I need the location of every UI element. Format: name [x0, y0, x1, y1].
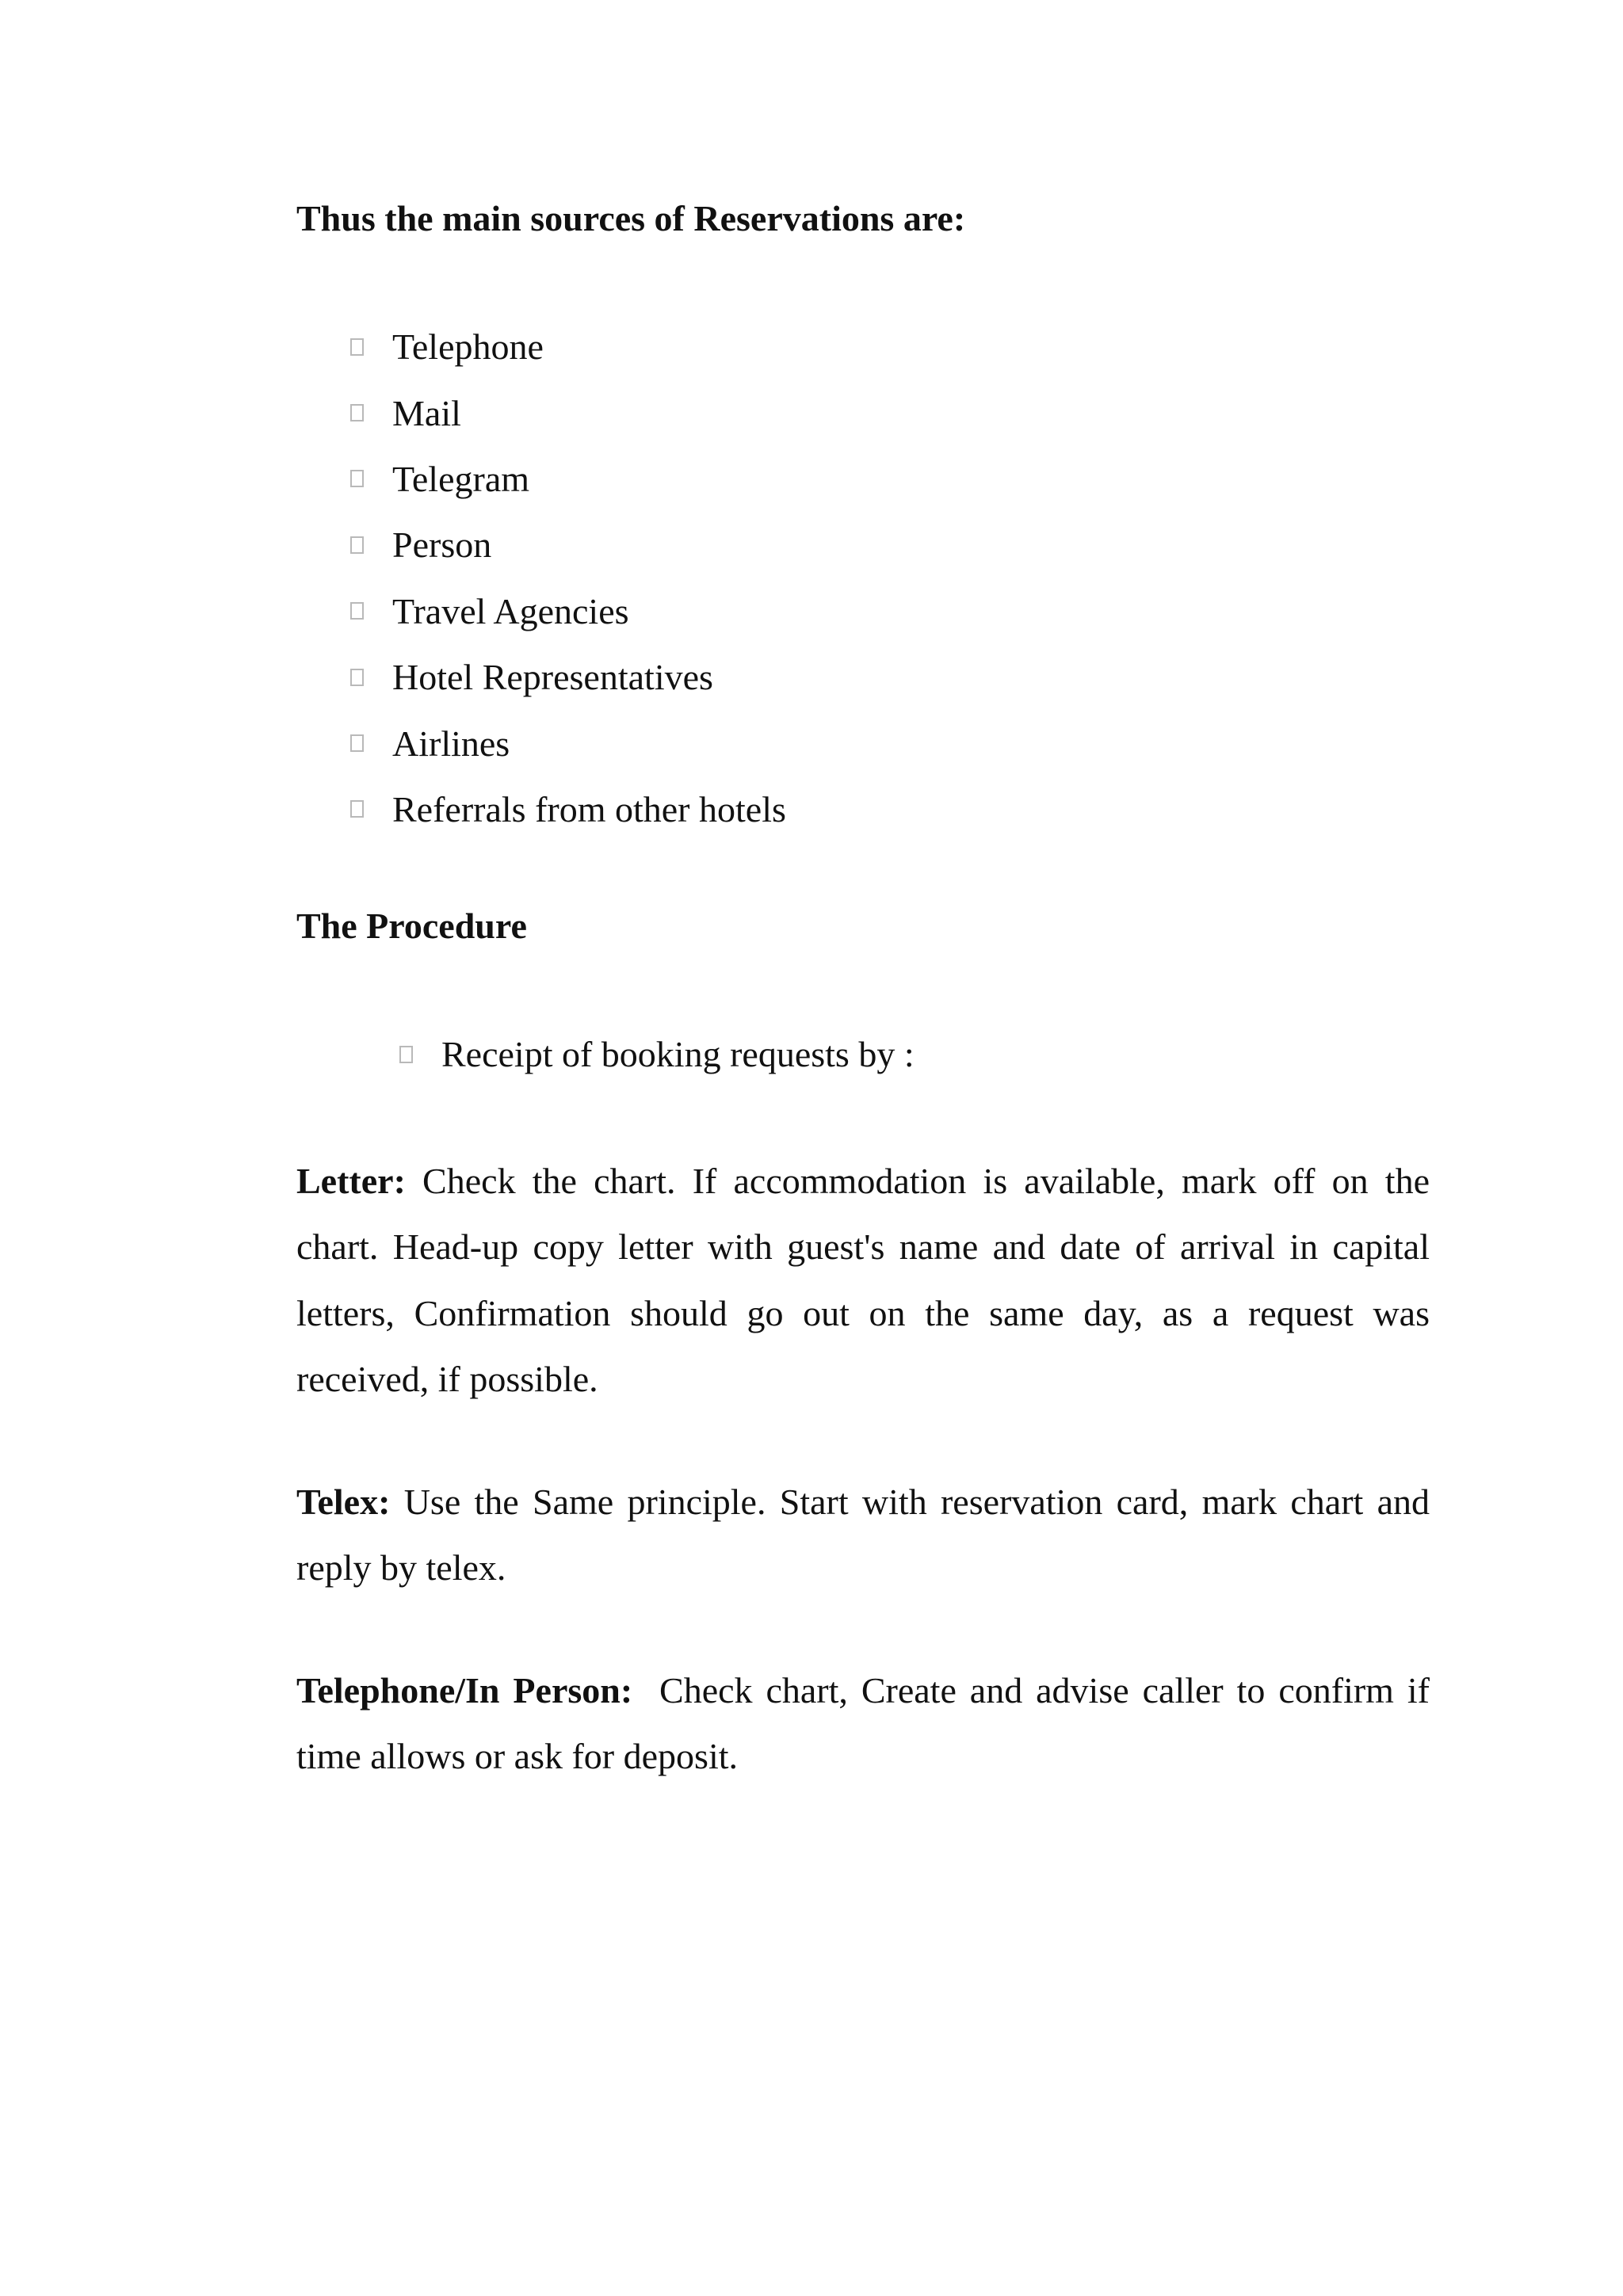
checkbox-bullet-icon: [350, 800, 364, 818]
paragraph-text: Check the chart. If accommodation is available, mark off on the chart. Head-up copy letter with guest's name and date of arrival in capital letters, Confirmation should go out on the same day, as a request was received, if possible.: [296, 1160, 1430, 1400]
paragraph-text: Check chart, Create and advise caller to confirm if time allows or ask for deposit.: [296, 1669, 1439, 1777]
paragraph-label: Letter:: [296, 1160, 406, 1201]
checkbox-bullet-icon: [350, 602, 364, 620]
list-item: [350, 644, 1430, 710]
list-item-label: Receipt of booking requests by :: [441, 1034, 915, 1075]
list-item-label: Telephone: [392, 326, 544, 368]
checkbox-bullet-icon: [350, 470, 364, 487]
list-item-label: Person: [392, 524, 492, 566]
checkbox-bullet-icon: [350, 669, 364, 686]
sources-list: [350, 314, 1430, 842]
list-item: [350, 710, 1430, 776]
paragraph-telex: [296, 1469, 1430, 1601]
checkbox-bullet-icon: [399, 1046, 413, 1063]
list-item-label: Travel Agencies: [392, 590, 629, 631]
list-item-label: Referrals from other hotels: [392, 788, 786, 830]
list-item: [350, 314, 1430, 379]
procedure-list: [399, 1021, 1430, 1087]
list-item: [350, 578, 1430, 644]
list-item-label: Airlines: [392, 723, 510, 764]
list-item: [350, 379, 1430, 445]
checkbox-bullet-icon: [350, 734, 364, 752]
paragraph-telephone-in-person: [296, 1657, 1439, 1790]
paragraph-letter: [296, 1148, 1430, 1413]
checkbox-bullet-icon: [350, 536, 364, 554]
list-item-label: Hotel Representatives: [392, 657, 713, 698]
document-content: [296, 192, 1439, 1790]
paragraph-label: Telephone/In Person:: [296, 1669, 633, 1711]
list-item-label: Telegram: [392, 458, 530, 499]
checkbox-bullet-icon: [350, 404, 364, 421]
paragraph-text: Use the Same principle. Start with reservation card, mark chart and reply by telex.: [296, 1481, 1430, 1589]
checkbox-bullet-icon: [350, 338, 364, 356]
heading-sources: Thus the main sources of Reservations are:: [296, 198, 966, 238]
list-item: [350, 776, 1430, 842]
list-item: [350, 446, 1430, 512]
heading-procedure: The Procedure: [296, 906, 527, 947]
paragraph-label: Telex:: [296, 1481, 391, 1522]
list-item: [399, 1021, 1430, 1087]
list-item-label: Mail: [392, 392, 461, 433]
list-item: [350, 512, 1430, 578]
